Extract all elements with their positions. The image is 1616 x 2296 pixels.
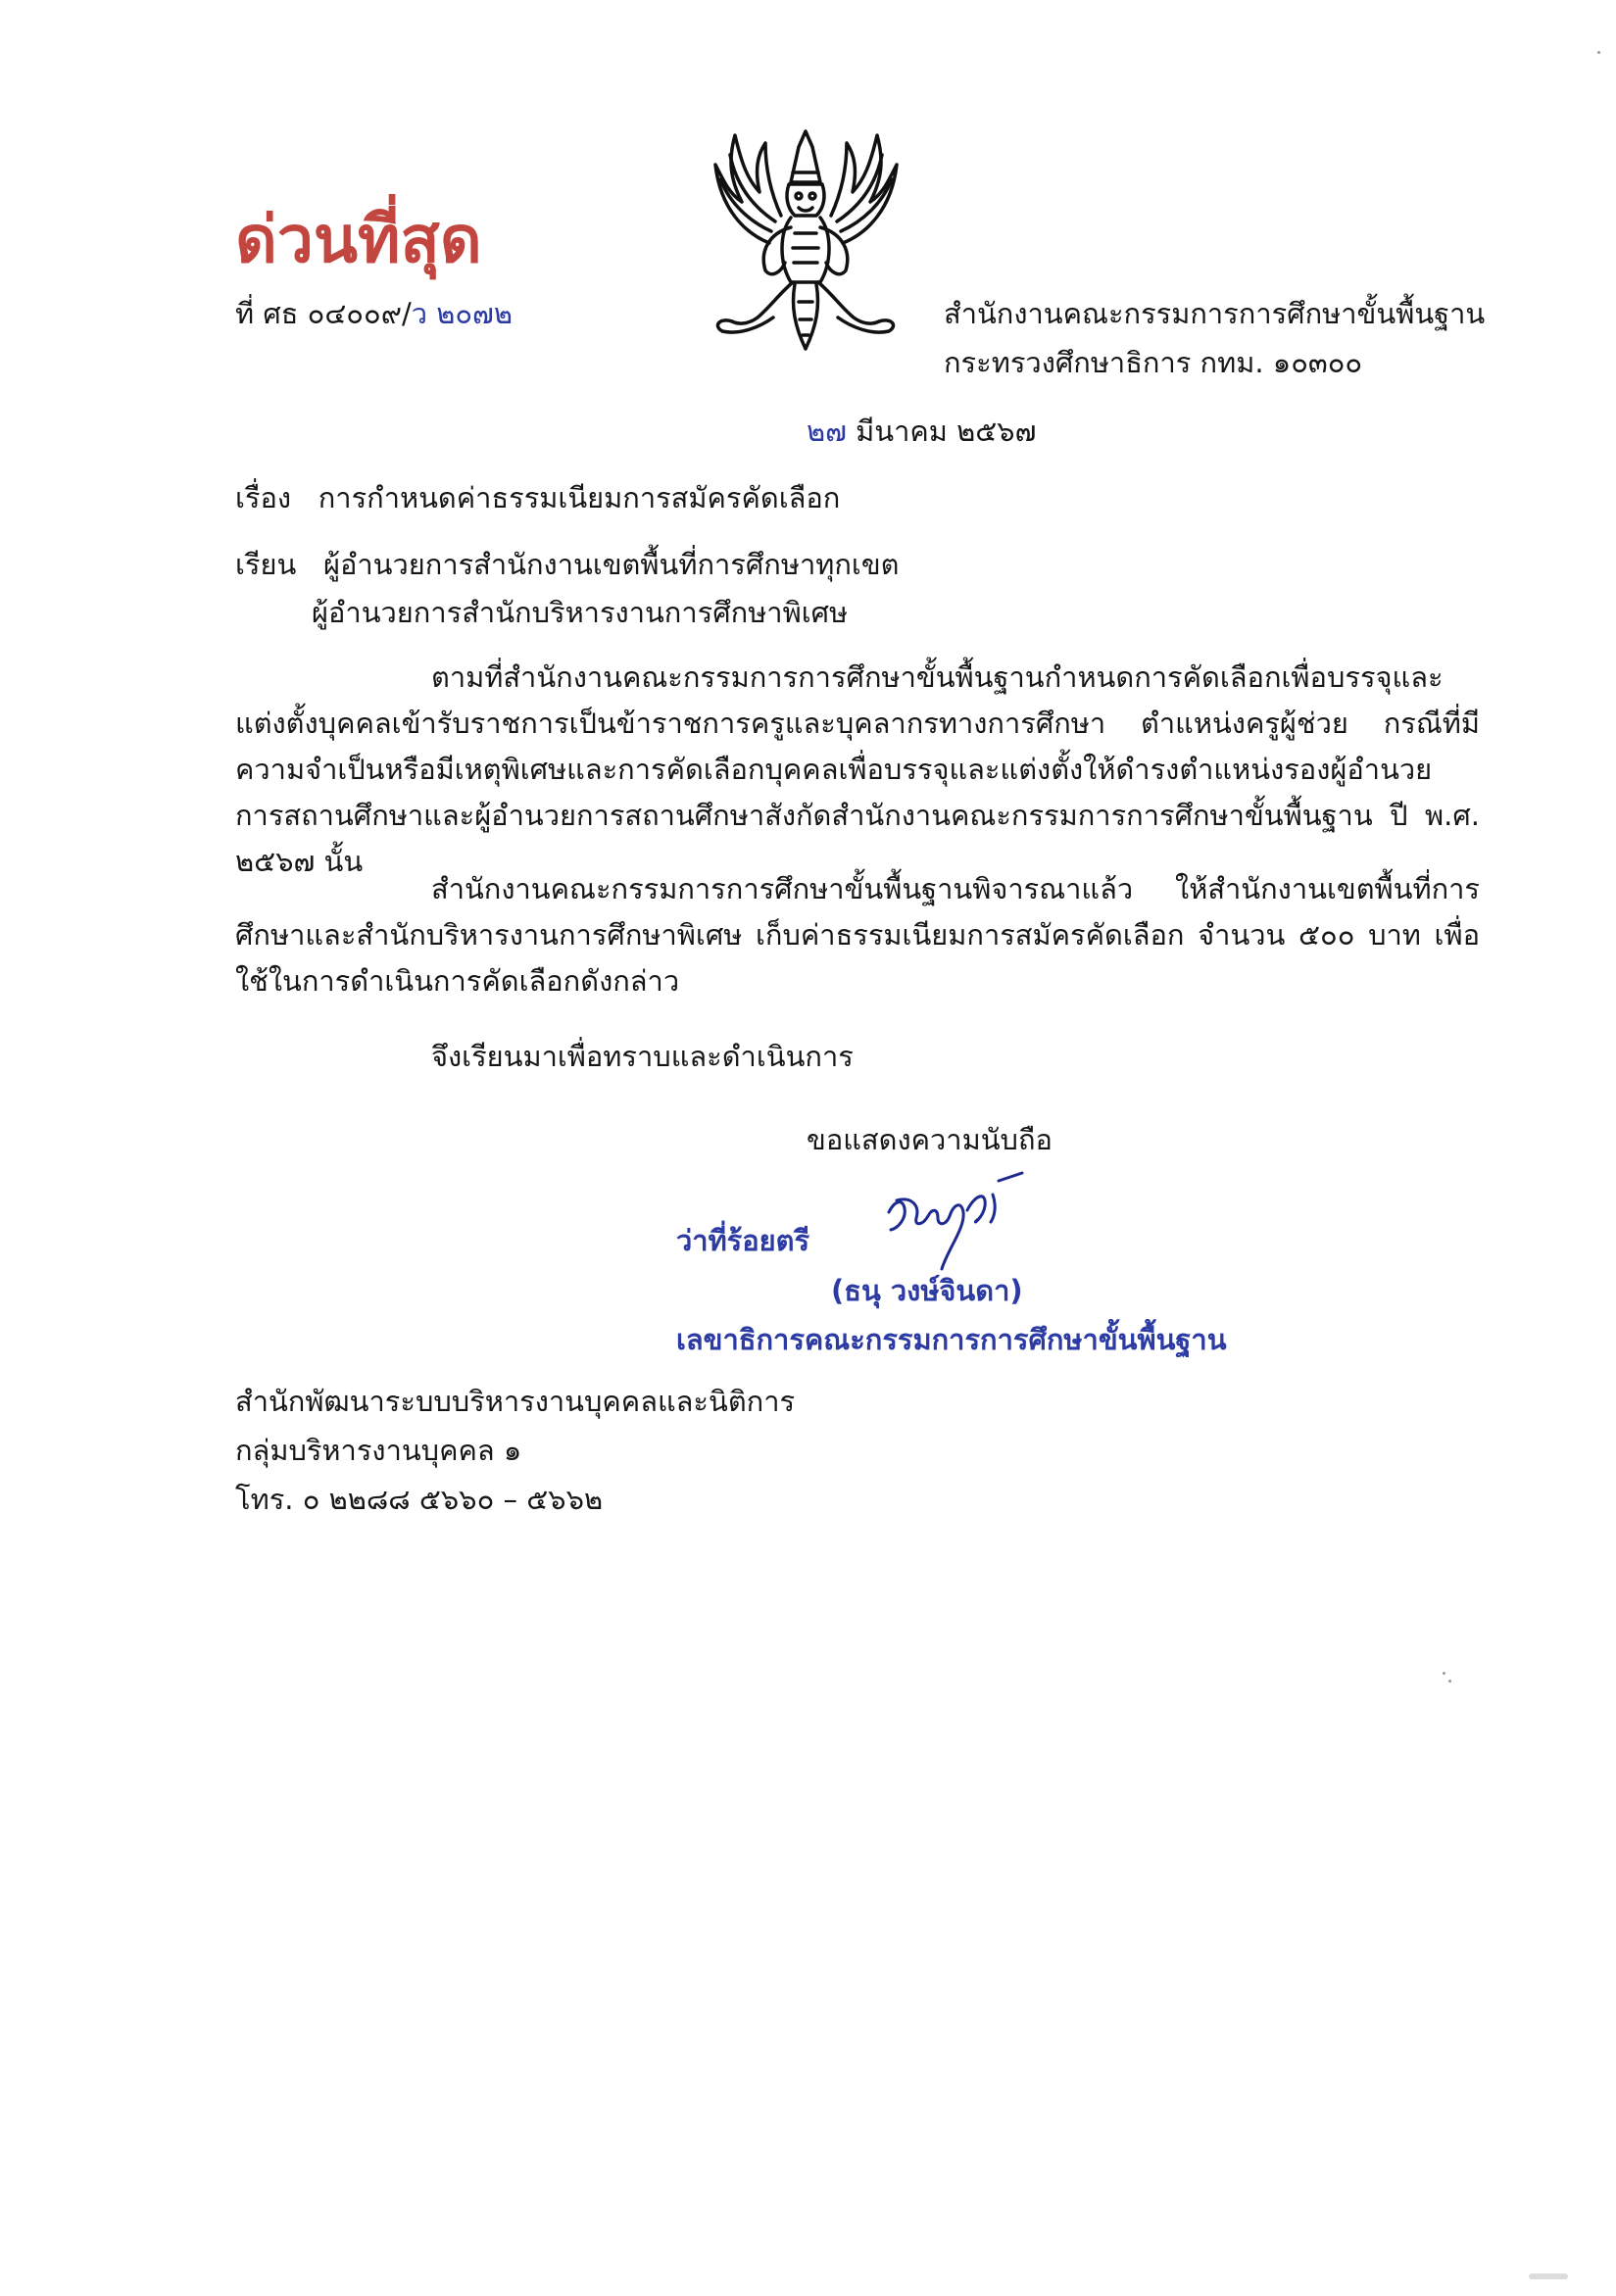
footer-phone: โทร. ๐ ๒๒๘๘ ๕๖๖๐ – ๕๖๖๒ [235, 1483, 604, 1516]
scan-speck [1448, 1680, 1451, 1683]
handwritten-signature [877, 1171, 1034, 1279]
date-month-year: มีนาคม ๒๕๖๗ [856, 415, 1037, 448]
closing-line: จึงเรียนมาเพื่อทราบและดำเนินการ [431, 1040, 854, 1073]
reference-handwritten-number: ว ๒๐๗๒ [411, 297, 513, 330]
date-day-handwritten: ๒๗ [807, 415, 847, 448]
subject-line [235, 478, 840, 517]
recipient-line2: ผู้อำนวยการสำนักบริหารงานการศึกษาพิเศษ [312, 596, 849, 629]
issuing-office-line1: สำนักงานคณะกรรมการการศึกษาขั้นพื้นฐาน [944, 297, 1486, 330]
body-paragraph-1-text: ตามที่สำนักงานคณะกรรมการการศึกษาขั้นพื้นฐานกำหนดการคัดเลือกเพื่อบรรจุและแต่งตั้งบุคคลเข้ารับราชการเป็นข้าราชการครูและบุคลากรทางการศึกษา ตำแหน่งครูผู้ช่วย กรณีที่มีความจำเป็นหรือมีเหตุพิเศษและการคัดเลือกบุคคลเพื่อบรรจุและแต่งตั้งให้ดำรงตำแหน่งรองผู้อำนวยการสถานศึกษาและผู้อำนวยการสถานศึกษาสังกัดสำนักงานคณะกรรมการการศึกษาขั้นพื้นฐาน ปี พ.ศ. ๒๕๖๗ นั้น [235, 660, 1480, 878]
body-paragraph-2-text: สำนักงานคณะกรรมการการศึกษาขั้นพื้นฐานพิจารณาแล้ว ให้สำนักงานเขตพื้นที่การศึกษาและสำนักบริหารงานการศึกษาพิเศษ เก็บค่าธรรมเนียมการสมัครคัดเลือก จำนวน ๕๐๐ บาท เพื่อใช้ในการดำเนินการคัดเลือกดังกล่าว [235, 872, 1480, 998]
recipient-line1 [235, 545, 899, 584]
recipient-label: เรียน [235, 548, 297, 581]
recipient-text-1: ผู้อำนวยการสำนักงานเขตพื้นที่การศึกษาทุกเขต [322, 548, 900, 581]
footer-department: สำนักพัฒนาระบบบริหารงานบุคคลและนิติการ [235, 1385, 796, 1418]
urgency-stamp: ด่วนที่สุด [235, 202, 482, 277]
reference-prefix: ที่ ศธ ๐๔๐๐๙/ [235, 297, 412, 330]
body-paragraph-1 [235, 655, 1480, 885]
subject-label: เรื่อง [235, 481, 292, 514]
signatory-name: (ธนุ วงษ์จินดา) [831, 1274, 1023, 1307]
body-paragraph-2 [235, 866, 1480, 1004]
issuing-office-line2: กระทรวงศึกษาธิการ กทม. ๑๐๓๐๐ [944, 346, 1363, 379]
scan-speck [1443, 1672, 1445, 1675]
garuda-emblem-icon [701, 125, 911, 356]
footer-group: กลุ่มบริหารงานบุคคล ๑ [235, 1434, 522, 1467]
letter-date [807, 412, 1036, 451]
signatory-rank: ว่าที่ร้อยตรี [676, 1224, 810, 1257]
scan-speck [1529, 2273, 1568, 2279]
reference-number [235, 294, 513, 333]
subject-text: การกำหนดค่าธรรมเนียมการสมัครคัดเลือก [318, 481, 841, 514]
scan-speck [1597, 51, 1600, 54]
salutation: ขอแสดงความนับถือ [807, 1123, 1053, 1156]
signatory-position: เลขาธิการคณะกรรมการการศึกษาขั้นพื้นฐาน [676, 1323, 1227, 1356]
